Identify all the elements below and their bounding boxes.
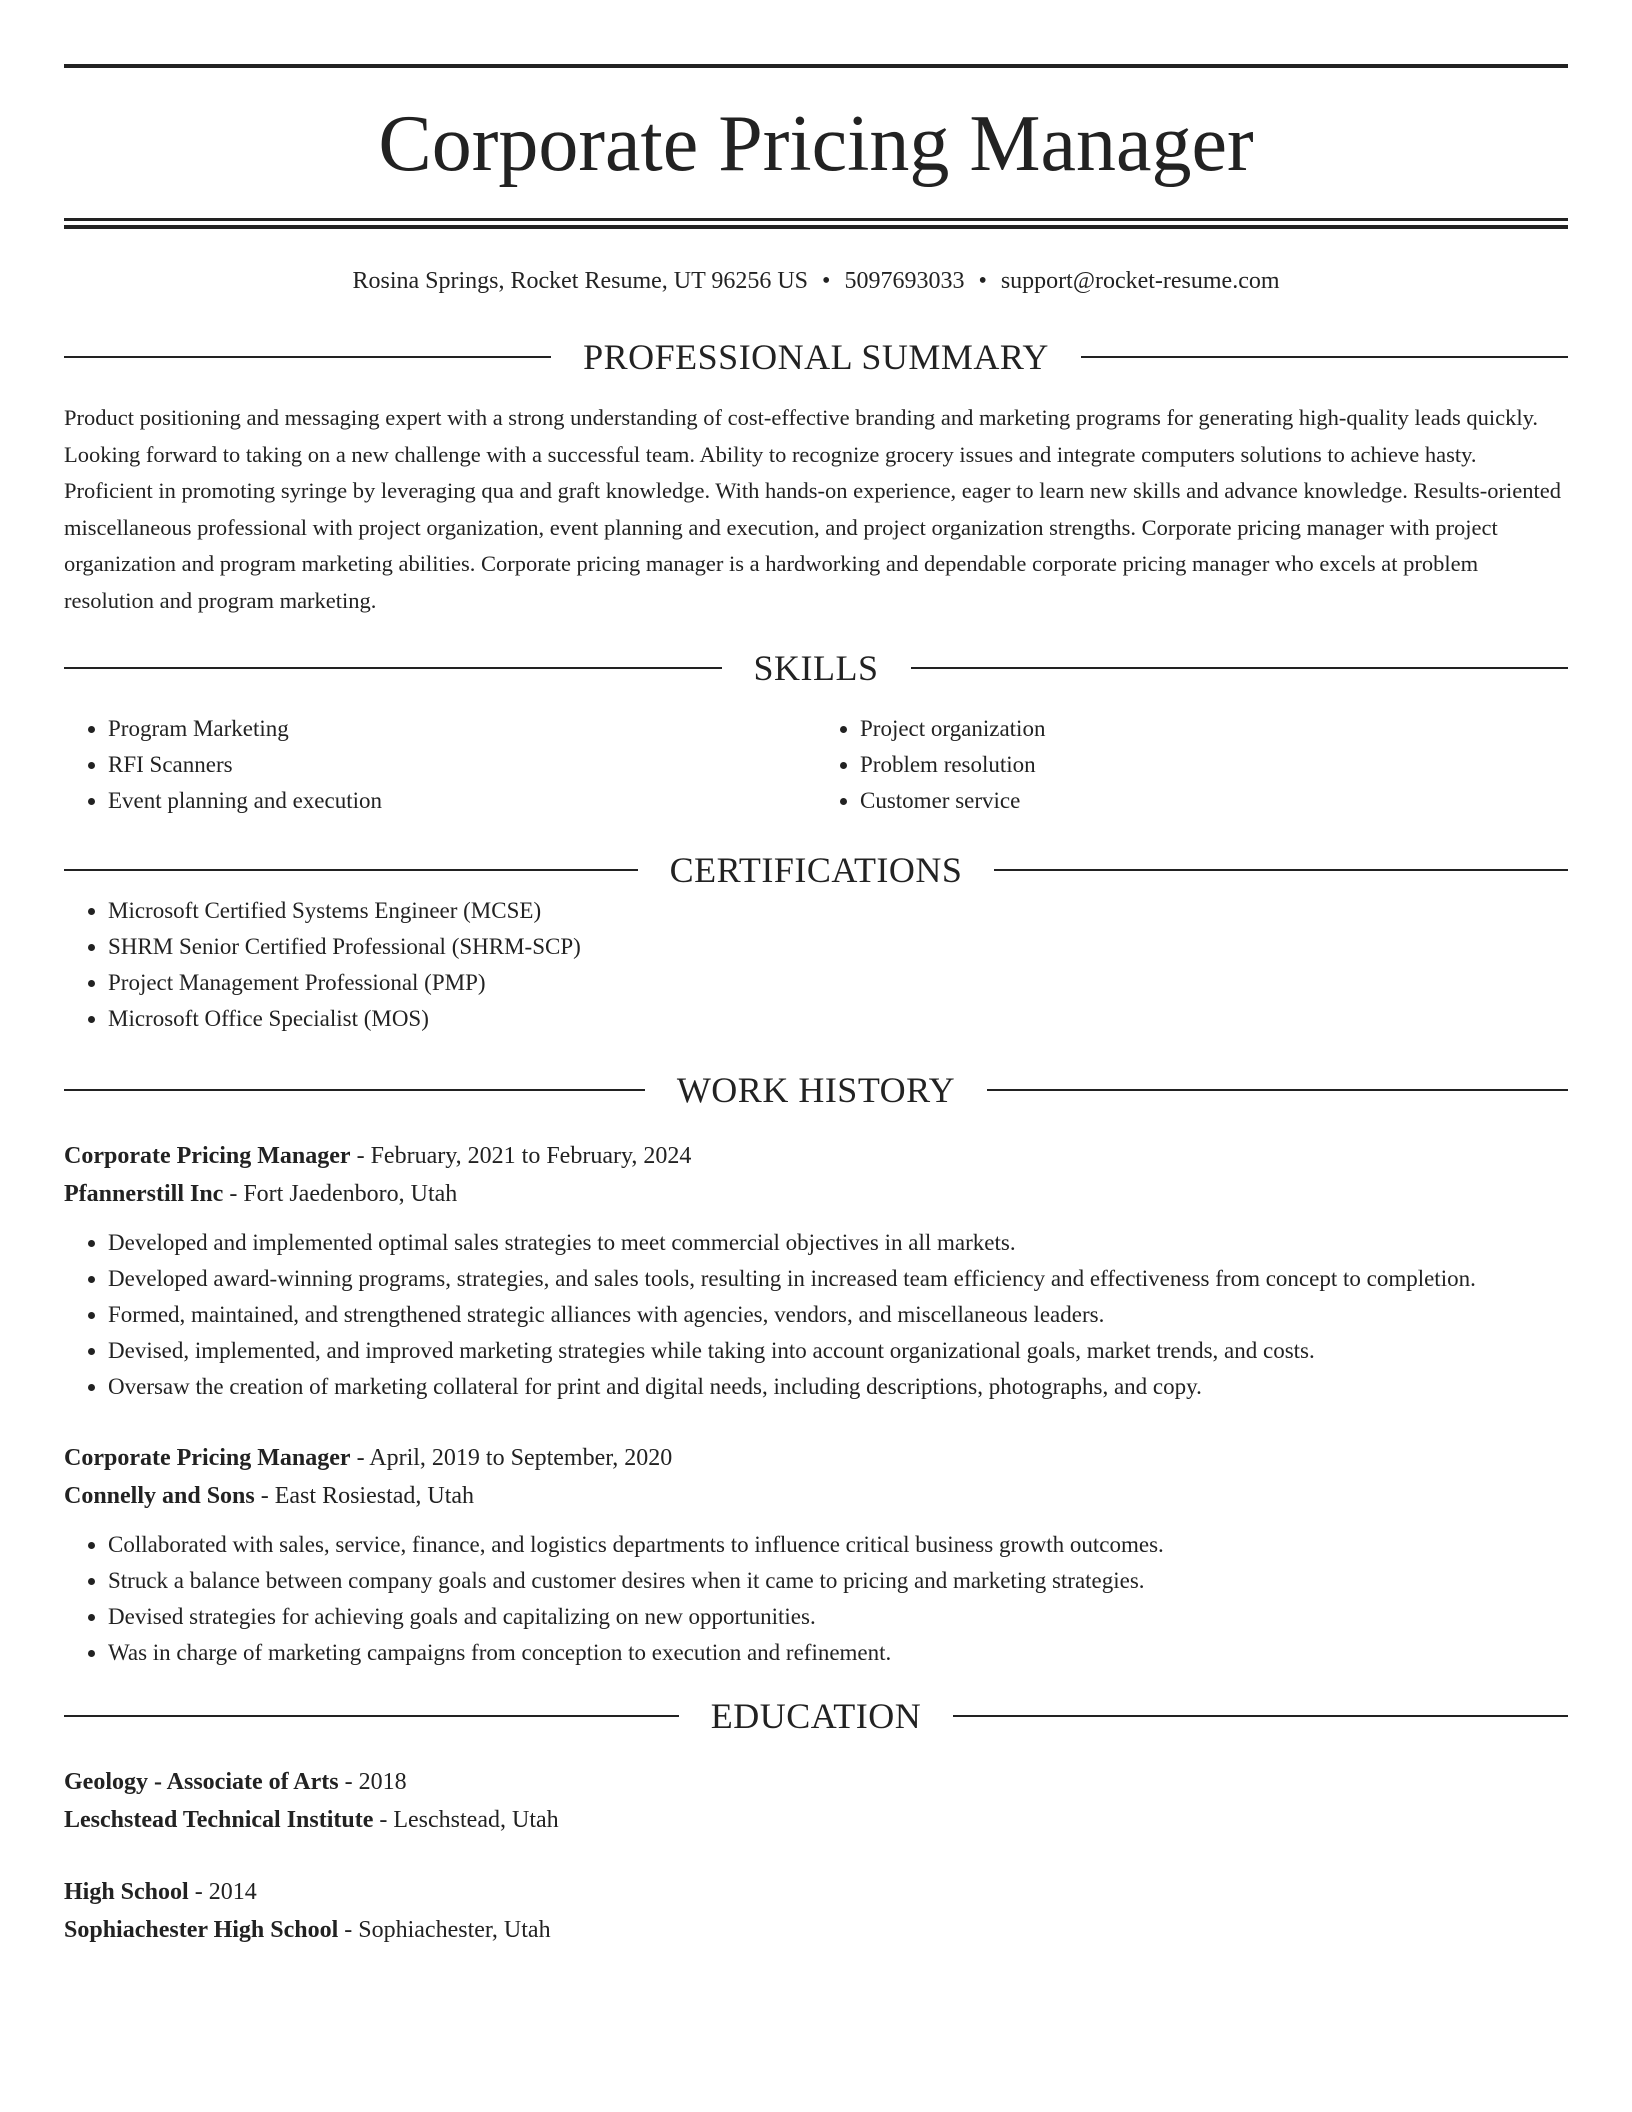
section-rule <box>994 869 1568 871</box>
contact-separator: • <box>978 268 987 294</box>
job-company: Connelly and Sons <box>64 1483 255 1509</box>
education-degree-line <box>64 1763 1568 1801</box>
education-location: - Sophiachester, Utah <box>338 1917 551 1943</box>
section-rule <box>953 1715 1568 1717</box>
job-bullet: • Developed award-winning programs, strategies, and sales tools, resulting in increased team efficiency and effectiveness from concept to completion. <box>108 1261 1568 1297</box>
summary-text: Product positioning and messaging expert with a strong understanding of cost-effective branding and marketing programs for generating high-quality leads quickly. Looking forward to taking on a new challenge with a successful team. Ability to recognize grocery issues and integrate computers solutions to achieve hasty. Proficient in promoting syringe by leveraging qua and graft knowledge. With hands-on experience, eager to learn new skills and advance knowledge. Results-oriented miscellaneous professional with project organization, event planning and execution, and project organization strengths. Corporate pricing manager with project organization and program marketing abilities. Corporate pricing manager is a hardworking and dependable corporate pricing manager who excels at problem resolution and program marketing. <box>64 405 1561 613</box>
section-rule <box>987 1089 1568 1091</box>
skills-list <box>64 711 1568 819</box>
section-rule <box>64 667 722 669</box>
job-dates: - April, 2019 to September, 2020 <box>350 1445 673 1471</box>
top-rule <box>64 64 1568 68</box>
job-company-line <box>64 1175 1568 1213</box>
certifications-heading: CERTIFICATIONS <box>669 850 963 890</box>
resume-page <box>64 64 1568 1949</box>
education-heading: EDUCATION <box>710 1696 922 1736</box>
job-company-line <box>64 1477 1568 1515</box>
skill-item: • Project organization <box>860 711 1568 747</box>
section-rule <box>64 869 638 871</box>
job-bullets <box>64 1527 1568 1671</box>
job-bullet: • Devised strategies for achieving goals and capitalizing on new opportunities. <box>108 1599 1568 1635</box>
summary-section-header <box>64 334 1568 380</box>
education-year: - 2014 <box>188 1879 257 1905</box>
job-dates: - February, 2021 to February, 2024 <box>350 1143 692 1169</box>
job-title-line <box>64 1137 1568 1175</box>
job-company: Pfannerstill Inc <box>64 1181 224 1207</box>
contact-address: Rosina Springs, Rocket Resume, UT 96256 US <box>352 268 809 294</box>
job-location: - East Rosiestad, Utah <box>254 1483 475 1509</box>
page-title: Corporate Pricing Manager <box>378 100 1254 188</box>
certification-item: • Microsoft Certified Systems Engineer (MCSE) <box>108 893 1568 929</box>
education-degree: High School <box>64 1879 189 1905</box>
education-year: - 2018 <box>338 1769 407 1795</box>
certification-item: • Project Management Professional (PMP) <box>108 965 1568 1001</box>
title-double-rule <box>64 218 1568 229</box>
contact-line <box>64 266 1568 296</box>
certification-item: • SHRM Senior Certified Professional (SHRM-SCP) <box>108 929 1568 965</box>
section-rule <box>64 1715 679 1717</box>
education-school: Sophiachester High School <box>64 1917 339 1943</box>
education-location: - Leschstead, Utah <box>373 1807 559 1833</box>
skills-column-left <box>64 711 816 819</box>
education-section-header <box>64 1693 1568 1739</box>
summary-heading: PROFESSIONAL SUMMARY <box>583 337 1049 377</box>
job-bullet: • Struck a balance between company goals and customer desires when it came to pricing and marketing strategies. <box>108 1563 1568 1599</box>
education-school: Leschstead Technical Institute <box>64 1807 374 1833</box>
skills-section-header <box>64 645 1568 691</box>
section-rule <box>64 1089 645 1091</box>
skills-column-right <box>816 711 1568 819</box>
certification-item: • Microsoft Office Specialist (MOS) <box>108 1001 1568 1037</box>
job-title-line <box>64 1439 1568 1477</box>
education-school-line <box>64 1911 1568 1949</box>
certifications-list <box>64 893 1568 1037</box>
job-bullet: • Devised, implemented, and improved marketing strategies while taking into account organizational goals, market trends, and costs. <box>108 1333 1568 1369</box>
job-title: Corporate Pricing Manager <box>64 1445 351 1471</box>
education-school-line <box>64 1801 1568 1839</box>
job-bullet: • Collaborated with sales, service, finance, and logistics departments to influence critical business growth outcomes. <box>108 1527 1568 1563</box>
contact-separator: • <box>822 268 831 294</box>
work-section-header <box>64 1067 1568 1113</box>
job-bullet: • Formed, maintained, and strengthened strategic alliances with agencies, vendors, and miscellaneous leaders. <box>108 1297 1568 1333</box>
contact-email: support@rocket-resume.com <box>1000 268 1280 294</box>
section-rule <box>911 667 1569 669</box>
job-bullet: • Developed and implemented optimal sales strategies to meet commercial objectives in all markets. <box>108 1225 1568 1261</box>
skill-item: • Program Marketing <box>108 711 816 747</box>
job-entry <box>64 1137 1568 1405</box>
job-entry <box>64 1439 1568 1671</box>
work-heading: WORK HISTORY <box>676 1070 956 1110</box>
education-degree: Geology - Associate of Arts <box>64 1769 339 1795</box>
skill-item: • Customer service <box>860 783 1568 819</box>
contact-phone: 5097693033 <box>844 268 965 294</box>
job-bullet: • Oversaw the creation of marketing collateral for print and digital needs, including descriptions, photographs, and copy. <box>108 1369 1568 1405</box>
section-rule <box>64 356 551 358</box>
job-title: Corporate Pricing Manager <box>64 1143 351 1169</box>
section-rule <box>1081 356 1568 358</box>
certifications-section-header <box>64 847 1568 893</box>
skill-item: • RFI Scanners <box>108 747 816 783</box>
education-entry <box>64 1873 1568 1949</box>
skills-heading: SKILLS <box>753 648 879 688</box>
skill-item: • Event planning and execution <box>108 783 816 819</box>
job-bullets <box>64 1225 1568 1405</box>
job-bullet: • Was in charge of marketing campaigns from conception to execution and refinement. <box>108 1635 1568 1671</box>
job-location: - Fort Jaedenboro, Utah <box>223 1181 458 1207</box>
education-degree-line <box>64 1873 1568 1911</box>
skill-item: • Problem resolution <box>860 747 1568 783</box>
education-entry <box>64 1763 1568 1839</box>
